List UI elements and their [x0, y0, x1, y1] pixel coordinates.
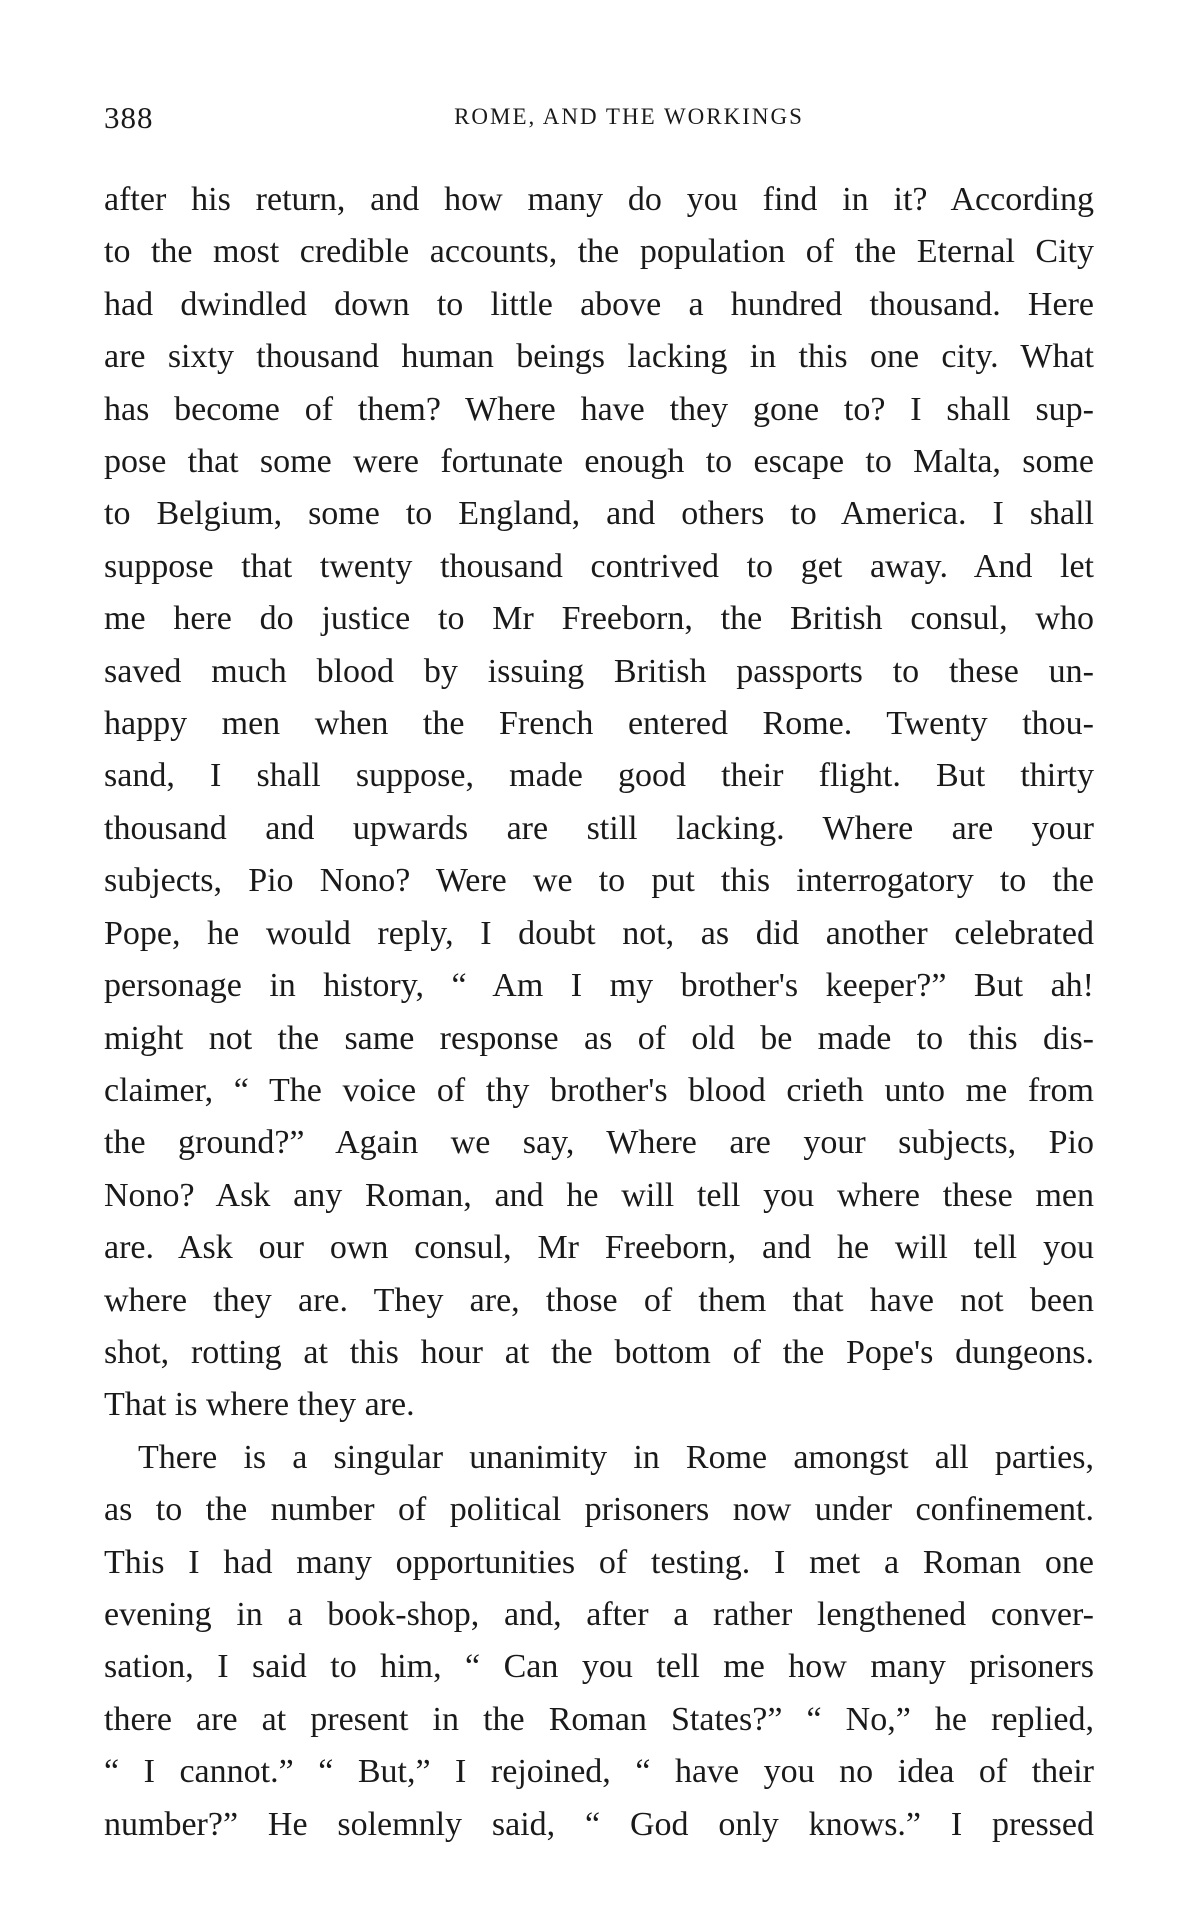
text-line: “ I cannot.” “ But,” I rejoined, “ have you no idea of their — [104, 1753, 1094, 1791]
text-line: thousand and upwards are still lacking. Where are your — [104, 809, 1094, 847]
text-line: claimer, “ The voice of thy brother's blood crieth unto me from — [104, 1071, 1094, 1109]
text-line: sand, I shall suppose, made good their flight. But thirty — [104, 757, 1094, 795]
text-line: might not the same response as of old be made to this dis- — [104, 1019, 1094, 1057]
text-line: There is a singular unanimity in Rome amongst all parties, — [138, 1438, 1094, 1476]
text-line: number?” He solemnly said, “ God only knows.” I pressed — [104, 1805, 1094, 1843]
body-text — [104, 174, 1094, 1851]
text-line: to Belgium, some to England, and others to America. I shall — [104, 495, 1094, 533]
text-line: personage in history, “ Am I my brother's keeper?” But ah! — [104, 967, 1094, 1005]
text-line: Pope, he would reply, I doubt not, as did another celebrated — [104, 914, 1094, 952]
text-line: pose that some were fortunate enough to escape to Malta, some — [104, 443, 1094, 481]
text-line: happy men when the French entered Rome. Twenty thou- — [104, 705, 1094, 743]
text-line: has become of them? Where have they gone to? I shall sup- — [104, 390, 1094, 428]
text-line: are sixty thousand human beings lacking in this one city. What — [104, 338, 1094, 376]
text-line: This I had many opportunities of testing. I met a Roman one — [104, 1543, 1094, 1581]
text-line: the ground?” Again we say, Where are your subjects, Pio — [104, 1124, 1094, 1162]
page-header — [104, 100, 1094, 140]
paragraph-2 — [104, 1432, 1094, 1851]
text-line: shot, rotting at this hour at the bottom of the Pope's dungeons. — [104, 1333, 1094, 1371]
text-line: That is where they are. — [104, 1386, 415, 1424]
text-line: as to the number of political prisoners now under confinement. — [104, 1491, 1094, 1529]
text-line: there are at present in the Roman States?” “ No,” he replied, — [104, 1700, 1094, 1738]
text-line: sation, I said to him, “ Can you tell me how many prisoners — [104, 1648, 1094, 1686]
text-line: are. Ask our own consul, Mr Freeborn, and he will tell you — [104, 1229, 1094, 1267]
page-number: 388 — [104, 100, 154, 135]
text-line: saved much blood by issuing British passports to these un- — [104, 652, 1094, 690]
text-line: had dwindled down to little above a hundred thousand. Here — [104, 285, 1094, 323]
text-line: suppose that twenty thousand contrived to get away. And let — [104, 547, 1094, 585]
paragraph-1 — [104, 174, 1094, 1432]
text-line: subjects, Pio Nono? Were we to put this interrogatory to the — [104, 862, 1094, 900]
text-line: evening in a book-shop, and, after a rather lengthened conver- — [104, 1595, 1094, 1633]
text-line: where they are. They are, those of them that have not been — [104, 1281, 1094, 1319]
text-line: after his return, and how many do you find in it? According — [104, 181, 1094, 218]
running-head: ROME, AND THE WORKINGS — [454, 104, 804, 129]
text-line: me here do justice to Mr Freeborn, the British consul, who — [104, 600, 1094, 638]
text-line: Nono? Ask any Roman, and he will tell you where these men — [104, 1176, 1094, 1214]
text-line: to the most credible accounts, the population of the Eternal City — [104, 233, 1094, 271]
